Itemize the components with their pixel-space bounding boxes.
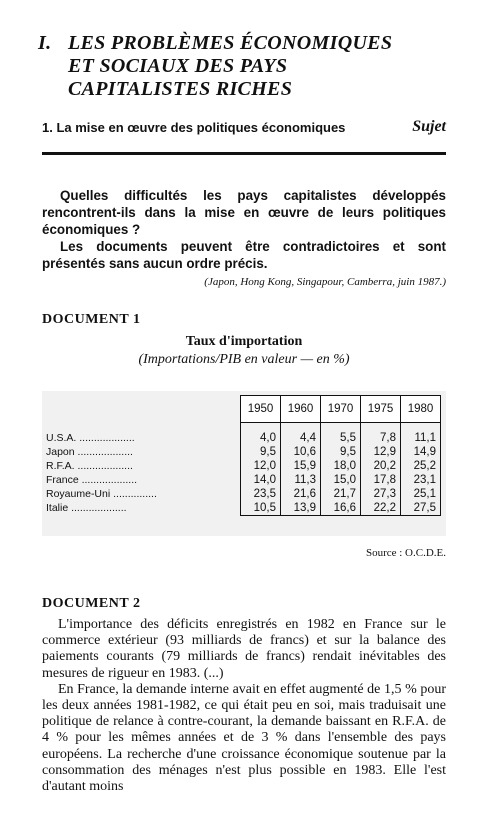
- table-source: Source : O.C.D.E.: [365, 547, 446, 559]
- document-2-paragraph-2: En France, la demande interne avait en effet augmenté de 1,5 % pour les deux années 1981-1982, ce qui était peu en soi, mais traduisait une politique de relance à contre-courant, la demande baissant en R.F.A. de 4 % pour les mêmes années et de 3 % dans l'ensemble des pays européens. La recherche d'une croissance économique soutenue par la consommation des ménages n'est plus possible en 1983. Elle l'est d'autant moins: [42, 681, 446, 795]
- value-cell: 10,6: [281, 445, 321, 459]
- document-2-label: DOCUMENT 2: [42, 596, 141, 611]
- value-cell: 9,5: [241, 445, 281, 459]
- year-header: 1970: [321, 396, 361, 423]
- year-header: 1960: [281, 396, 321, 423]
- value-cell: 17,8: [361, 473, 401, 487]
- table-row: [42, 459, 441, 473]
- table-subtitle: (Importations/PIB en valeur — en %): [138, 352, 350, 367]
- document-1-label: DOCUMENT 1: [42, 312, 141, 327]
- value-cell: 15,9: [281, 459, 321, 473]
- year-header: 1975: [361, 396, 401, 423]
- question-paragraph-2: Les documents peuvent être contradictoires et sont présentés sans aucun ordre précis.: [42, 239, 446, 271]
- table-row: [42, 473, 441, 487]
- country-cell: France ...................: [46, 474, 138, 486]
- country-cell: Royaume-Uni ...............: [46, 488, 157, 500]
- year-header: 1980: [401, 396, 441, 423]
- value-cell: 18,0: [321, 459, 361, 473]
- value-cell: 14,0: [241, 473, 281, 487]
- value-cell: 21,7: [321, 487, 361, 501]
- value-cell: 11,3: [281, 473, 321, 487]
- document-2-text: [42, 617, 446, 795]
- value-cell: 20,2: [361, 459, 401, 473]
- table-row: [42, 423, 441, 446]
- value-cell: 23,1: [401, 473, 441, 487]
- value-cell: 12,9: [361, 445, 401, 459]
- chapter-title-line-2: ET SOCIAUX DES PAYS: [68, 55, 288, 77]
- year-header: 1950: [241, 396, 281, 423]
- document-2-paragraph-1: L'importance des déficits enregistrés en 1982 en France sur le commerce extérieur (93 milliards de francs) et sur la balance des paiements courants (79 milliards de francs) rendait inévitables des mesures de rigueur en 1983. (...): [42, 617, 446, 681]
- table-header-row: [42, 396, 441, 423]
- value-cell: 14,9: [401, 445, 441, 459]
- question-block: [42, 187, 446, 272]
- value-cell: 27,5: [401, 501, 441, 516]
- import-rate-table: [42, 395, 441, 516]
- country-cell: U.S.A. ...................: [46, 431, 135, 444]
- table-title: Taux d'importation: [185, 334, 303, 349]
- country-cell: Italie ...................: [46, 502, 127, 515]
- value-cell: 11,1: [401, 423, 441, 446]
- section-heading-text: 1. La mise en œuvre des politiques économiques: [42, 120, 346, 135]
- heading-rule: [42, 152, 446, 155]
- country-cell: R.F.A. ...................: [46, 460, 133, 472]
- value-cell: 4,0: [241, 423, 281, 446]
- value-cell: 27,3: [361, 487, 401, 501]
- chapter-number: I.: [38, 32, 52, 54]
- value-cell: 10,5: [241, 501, 281, 516]
- section-heading: [42, 120, 446, 135]
- value-cell: 25,1: [401, 487, 441, 501]
- table-row: [42, 445, 441, 459]
- value-cell: 5,5: [321, 423, 361, 446]
- value-cell: 25,2: [401, 459, 441, 473]
- value-cell: 21,6: [281, 487, 321, 501]
- value-cell: 15,0: [321, 473, 361, 487]
- value-cell: 13,9: [281, 501, 321, 516]
- exam-source: (Japon, Hong Kong, Singapour, Camberra, juin 1987.): [204, 276, 446, 288]
- country-cell: Japon ...................: [46, 446, 133, 458]
- section-tag: Sujet: [412, 118, 446, 135]
- value-cell: 16,6: [321, 501, 361, 516]
- chapter-title-line-3: CAPITALISTES RICHES: [68, 78, 293, 100]
- chapter-title: [38, 32, 458, 101]
- value-cell: 22,2: [361, 501, 401, 516]
- value-cell: 12,0: [241, 459, 281, 473]
- value-cell: 4,4: [281, 423, 321, 446]
- table-row: [42, 487, 441, 501]
- value-cell: 7,8: [361, 423, 401, 446]
- value-cell: 23,5: [241, 487, 281, 501]
- value-cell: 9,5: [321, 445, 361, 459]
- table-row: [42, 501, 441, 516]
- chapter-title-line-1: LES PROBLÈMES ÉCONOMIQUES: [68, 32, 393, 54]
- question-paragraph-1: Quelles difficultés les pays capitalistes développés rencontrent-ils dans la mise en œuvre de leurs politiques économiques ?: [42, 188, 446, 237]
